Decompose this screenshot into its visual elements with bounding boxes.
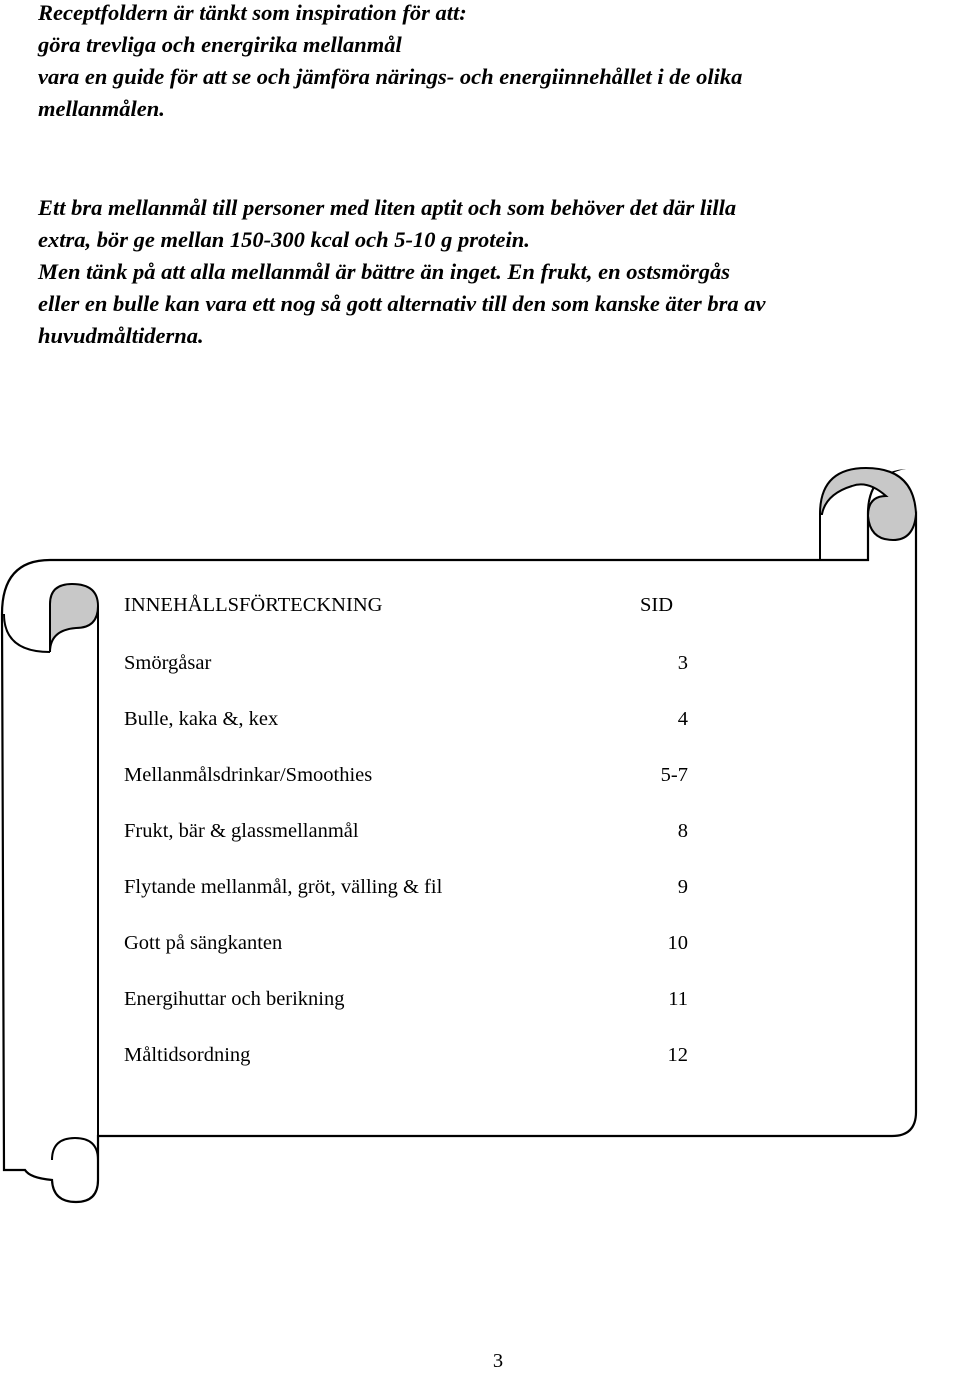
toc-entry: [124, 988, 688, 1016]
intro-line-8: eller en bulle kan vara ett nog så gott alternativ till den som kanske äter bra av: [38, 291, 766, 316]
toc-entry: [124, 876, 688, 904]
toc-entry-page: 5-7: [660, 764, 688, 786]
toc-page-heading: SID: [640, 594, 674, 616]
intro-line-5: Ett bra mellanmål till personer med liten aptit och som behöver det där lilla: [38, 195, 737, 220]
toc-entry-label: Måltidsordning: [124, 1044, 251, 1066]
toc-entry: [124, 708, 688, 736]
toc-entry-label: Bulle, kaka &, kex: [124, 708, 279, 730]
toc-entry: [124, 932, 688, 960]
toc-entry-label: Energihuttar och berikning: [124, 988, 345, 1010]
intro-line-2: göra trevliga och energirika mellanmål: [38, 32, 402, 57]
toc-entry: [124, 820, 688, 848]
toc-entry-page: 12: [667, 1044, 688, 1066]
toc-heading: INNEHÅLLSFÖRTECKNING: [124, 594, 383, 616]
toc-entry-page: 8: [677, 820, 688, 842]
intro-line-6: extra, bör ge mellan 150-300 kcal och 5-10 g protein.: [38, 227, 530, 252]
toc-entry-label: Smörgåsar: [124, 652, 212, 674]
toc-entry-page: 3: [677, 652, 688, 674]
intro-line-1: Receptfoldern är tänkt som inspiration för att:: [38, 0, 467, 25]
intro-line-9: huvudmåltiderna.: [38, 323, 204, 348]
intro-line-3: vara en guide för att se och jämföra närings- och energiinnehållet i de olika: [38, 64, 743, 89]
toc-entry-page: 9: [677, 876, 688, 898]
toc-entry: [124, 764, 688, 792]
toc-entry-label: Mellanmålsdrinkar/Smoothies: [124, 764, 373, 786]
toc-entry: [124, 652, 688, 680]
toc-entry-label: Gott på sängkanten: [124, 932, 283, 954]
intro-line-7: Men tänk på att alla mellanmål är bättre än inget. En frukt, en ostsmörgås: [38, 259, 730, 284]
toc-entry: [124, 1044, 688, 1072]
toc-entry-page: 10: [667, 932, 688, 954]
toc-entry-page: 11: [668, 988, 688, 1010]
intro-line-4: mellanmålen.: [38, 96, 165, 121]
toc-entry-label: Frukt, bär & glassmellanmål: [124, 820, 359, 842]
toc-entry-label: Flytande mellanmål, gröt, välling & fil: [124, 876, 443, 898]
page-number: 3: [492, 1350, 504, 1372]
toc-entry-page: 4: [677, 708, 688, 730]
